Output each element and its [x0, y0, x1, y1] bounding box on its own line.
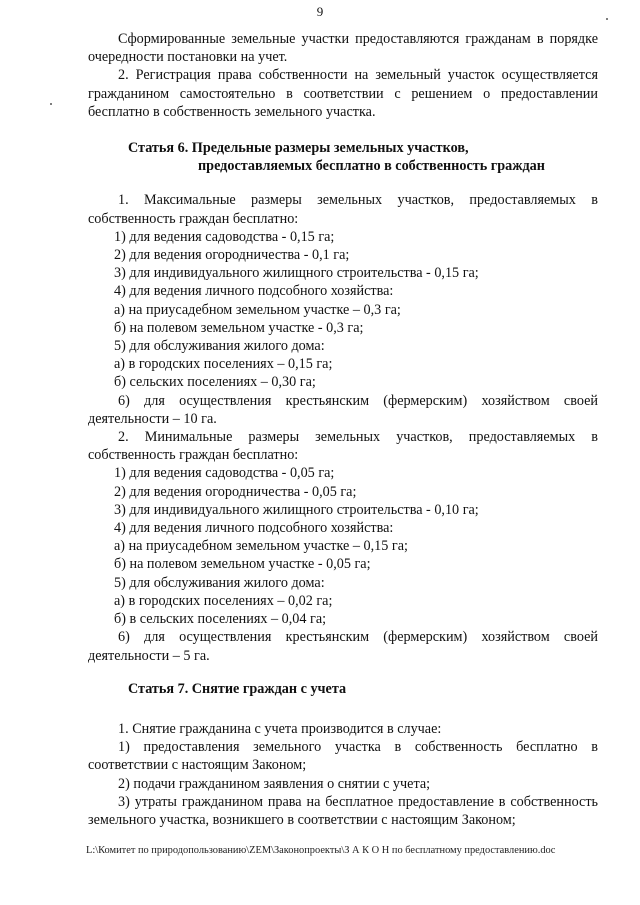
list-item: а) в городских поселениях – 0,02 га; — [114, 592, 333, 609]
list-item: 4) для ведения личного подсобного хозяйства: — [114, 283, 394, 300]
list-item: 5) для обслуживания жилого дома: — [114, 574, 325, 591]
paragraph: 1) предоставления земельного участка в собственность бесплатно в соответствии с настоящим Законом; — [88, 739, 598, 774]
article-heading: Статья 6. Предельные размеры земельных участков, — [128, 140, 469, 157]
paragraph: 6) для осуществления крестьянским (фермерским) хозяйством своей деятельности – 10 га. — [88, 392, 598, 427]
list-item: б) на полевом земельном участке - 0,3 га; — [114, 319, 364, 336]
list-item: 1) для ведения садоводства - 0,05 га; — [114, 465, 335, 482]
list-item: б) сельских поселениях – 0,30 га; — [114, 374, 316, 391]
scan-speck — [606, 18, 608, 20]
list-item: 3) для индивидуального жилищного строительства - 0,10 га; — [114, 501, 479, 518]
list-item: а) на приусадебном земельном участке – 0,3 га; — [114, 301, 401, 318]
paragraph: 2. Регистрация права собственности на земельный участок осуществляется гражданином самостоятельно в соответствии с решением о предоставлении бесплатно в собственность земельного участка. — [88, 67, 598, 120]
paragraph: Сформированные земельные участки предоставляются гражданам в порядке очередности постановки на учет. — [88, 31, 598, 66]
page-number: 9 — [316, 4, 324, 19]
paragraph: 3) утраты гражданином права на бесплатное предоставление в собственность земельного участка, возникшего в соответствии с настоящим Законом; — [88, 793, 598, 828]
paragraph: 1. Максимальные размеры земельных участков, предоставляемых в собственность граждан бесплатно: — [88, 192, 598, 227]
list-item: а) на приусадебном земельном участке – 0,15 га; — [114, 538, 408, 555]
article-heading-continued: предоставляемых бесплатно в собственность граждан — [198, 158, 545, 175]
paragraph: 2. Минимальные размеры земельных участков, предоставляемых в собственность граждан бесплатно: — [88, 429, 598, 464]
list-item: 3) для индивидуального жилищного строительства - 0,15 га; — [114, 265, 479, 282]
list-item: а) в городских поселениях – 0,15 га; — [114, 356, 333, 373]
list-item: б) в сельских поселениях – 0,04 га; — [114, 611, 327, 628]
paragraph: 1. Снятие гражданина с учета производится в случае: — [118, 720, 442, 737]
article-heading: Статья 7. Снятие граждан с учета — [128, 680, 347, 697]
document-body — [88, 30, 598, 829]
list-item: 4) для ведения личного подсобного хозяйства: — [114, 520, 394, 537]
list-item: б) на полевом земельном участке - 0,05 га; — [114, 556, 371, 573]
paragraph: 2) подачи гражданином заявления о снятии с учета; — [118, 775, 431, 792]
list-item: 5) для обслуживания жилого дома: — [114, 338, 325, 355]
scan-speck — [50, 103, 52, 105]
paragraph: 6) для осуществления крестьянским (фермерским) хозяйством своей деятельности – 5 га. — [88, 629, 598, 664]
list-item: 1) для ведения садоводства - 0,15 га; — [114, 228, 335, 245]
list-item: 2) для ведения огородничества - 0,1 га; — [114, 247, 350, 264]
list-item: 2) для ведения огородничества - 0,05 га; — [114, 483, 357, 500]
file-path-footer: L:\Комитет по природопользованию\ZEM\Законопроекты\З А К О Н по бесплатному предоставлению.doc — [86, 845, 556, 856]
